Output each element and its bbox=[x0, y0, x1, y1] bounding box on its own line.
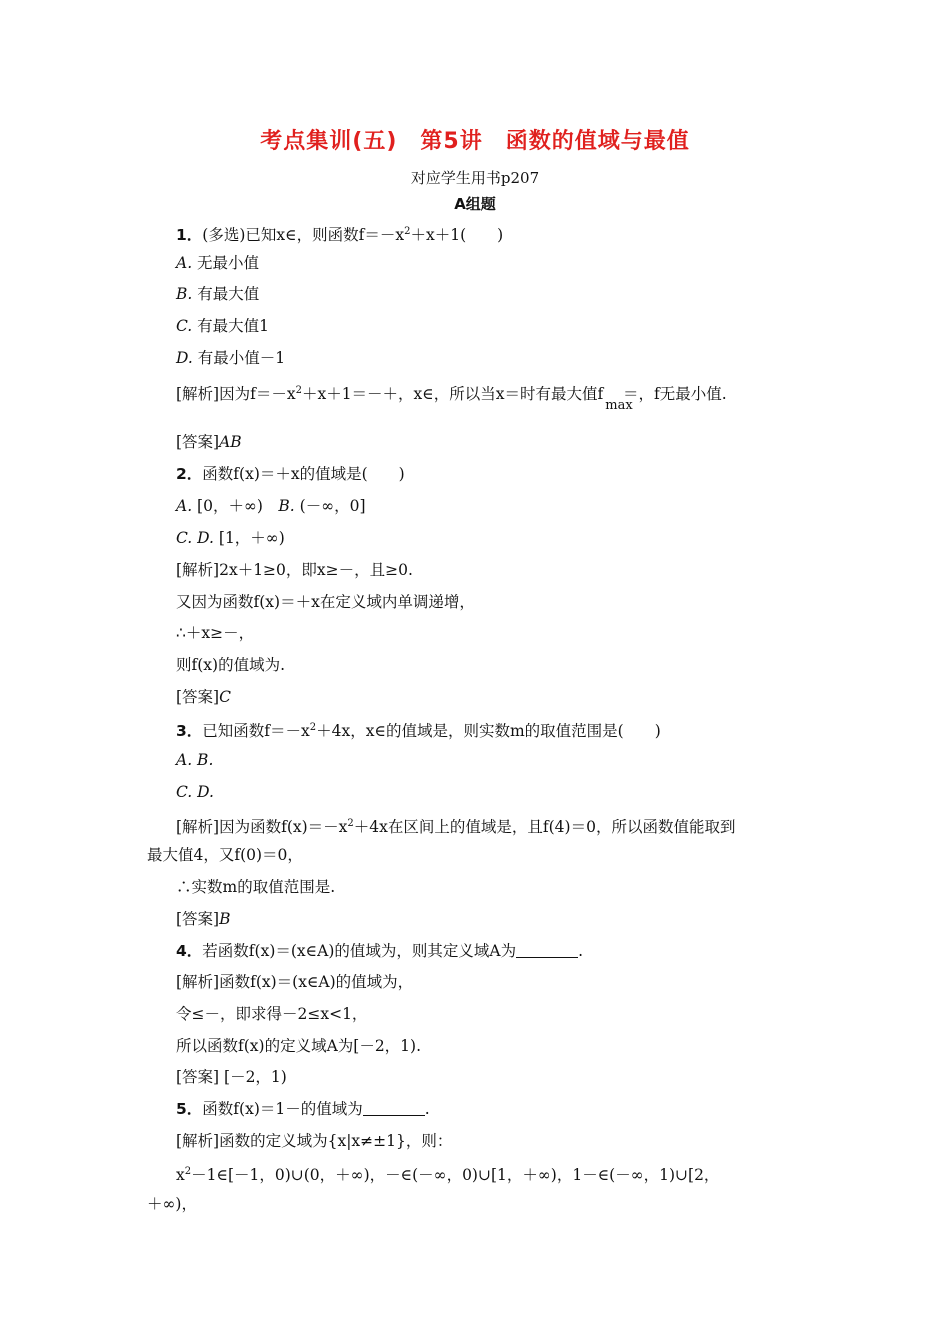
question-number: 2． bbox=[176, 465, 203, 483]
analysis-5-line3: ＋∞)， bbox=[147, 1195, 197, 1213]
analysis-4-line1: [解析]函数f(x)＝(x∈A)的值域为， bbox=[176, 973, 414, 991]
option-d: D. 有最小值－1 bbox=[176, 349, 286, 367]
question-1: 1．(多选)已知x∈，则函数$f=-x^2+x+1$( ) bbox=[176, 226, 504, 244]
answer-2: [答案]C bbox=[176, 688, 231, 706]
analysis-2-line1: [解析]2x＋1≥0，即x≥－，且≥0. bbox=[176, 561, 413, 579]
answer-4: [答案] [－2，1) bbox=[176, 1068, 287, 1086]
group-heading: A组题 bbox=[454, 195, 496, 213]
answer-3: [答案]B bbox=[176, 910, 231, 928]
question-2: 2．函数f(x)＝＋x的值域是( ) bbox=[176, 465, 405, 483]
option-c: C. 有最大值1 bbox=[176, 317, 270, 335]
analysis-4-line2: 令≤－，即求得－2≤x<1， bbox=[176, 1005, 368, 1023]
analysis-2-line2: 又因为函数f(x)＝＋x在定义域内单调递增， bbox=[176, 593, 475, 611]
analysis-5-line1: [解析]函数的定义域为{x|x≠±1}，则： bbox=[176, 1132, 453, 1150]
answer-blank bbox=[516, 943, 578, 958]
options-cd: C. D. bbox=[176, 783, 214, 801]
analysis-3-line1: [解析]因为函数$f(x)=-x^2+4x$在区间上的值域是，且f(4)＝0，所以函数值能取到 bbox=[176, 818, 736, 836]
answer-blank bbox=[363, 1101, 425, 1116]
options-ab: A. [0，＋∞) B. (－∞，0] bbox=[176, 497, 366, 515]
question-number: 4． bbox=[176, 942, 203, 960]
options-ab: A. B. bbox=[176, 751, 214, 769]
analysis-2-line3: ∴＋x≥－， bbox=[176, 624, 255, 642]
option-b: B. 有最大值 bbox=[176, 285, 260, 303]
page-title: 考点集训(五) 第5讲 函数的值域与最值 bbox=[260, 129, 690, 154]
analysis-1: [解析]因为$f=-x^2+x+1=-+$，x∈，所以当x＝时有最大值f max ＝，f无最小值. bbox=[176, 385, 727, 413]
analysis-5-line2: $x^2-1\in[-1$，0)∪(0，＋∞)，－∈(－∞，0)∪[1，＋∞)，1－∈(－∞，1)∪[2， bbox=[176, 1166, 720, 1184]
answer-1: [答案]AB bbox=[176, 433, 242, 451]
question-5: 5．函数f(x)＝1－的值域为 . bbox=[176, 1100, 430, 1118]
question-number: 3． bbox=[176, 722, 203, 740]
question-4: 4．若函数f(x)＝(x∈A)的值域为，则其定义域A为 . bbox=[176, 942, 584, 960]
option-a: A. 无最小值 bbox=[176, 254, 260, 272]
question-number: 5． bbox=[176, 1100, 203, 1118]
question-number: 1． bbox=[176, 226, 203, 244]
analysis-2-line4: 则f(x)的值域为. bbox=[176, 656, 285, 674]
analysis-4-line3: 所以函数f(x)的定义域A为[－2，1). bbox=[176, 1037, 422, 1055]
page-subtitle: 对应学生用书p207 bbox=[410, 169, 540, 187]
question-3: 3．已知函数$f=-x^2+4x$，x∈的值域是，则实数m的取值范围是( ) bbox=[176, 722, 661, 740]
options-cd: C. D. [1，＋∞) bbox=[176, 529, 285, 547]
analysis-3-line2: 最大值4，又f(0)＝0， bbox=[147, 846, 303, 864]
analysis-3-line3: ∴实数m的取值范围是. bbox=[176, 878, 336, 896]
